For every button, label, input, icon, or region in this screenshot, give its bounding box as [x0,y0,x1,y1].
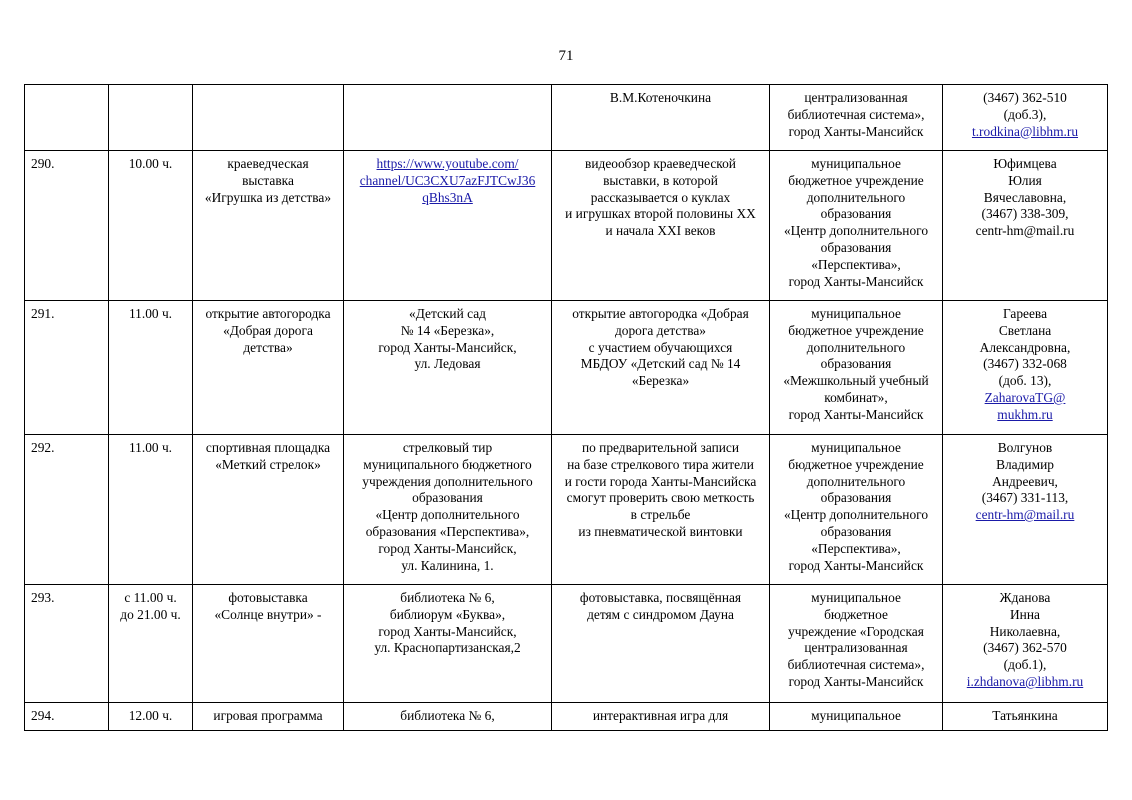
text-line: смогут проверить свою меткость [566,490,755,506]
cell-event-name [193,151,344,301]
text-line: детям с синдромом Дауна [587,606,734,622]
text-line: до 21.00 ч. [120,606,181,622]
text-line: муниципальное [811,590,901,605]
text-line: Татьянкина [992,708,1058,723]
text-line: с 11.00 ч. [124,590,177,605]
text-line: (3467) 338-309, [981,206,1069,222]
cell-number [25,151,109,301]
text-line: муниципальное [811,306,901,321]
text-line: и гости города Ханты-Мансийска [564,473,757,489]
text-line: дополнительного [806,473,906,489]
text-line: (3467) 332-068 [983,356,1067,372]
text-line: «Солнце внутри» - [214,606,322,622]
text-line: муниципального бюджетного [363,456,532,472]
hyperlink[interactable]: i.zhdanova@libhm.ru [966,673,1084,689]
text-line: 292. [31,440,55,455]
text-line: централизованная [804,640,908,656]
text-line: В.М.Котеночкина [609,90,712,105]
text-line: интерактивная игра для [592,708,729,723]
page-number: 71 [558,48,574,64]
text-line: город Ханты-Мансийск [788,673,924,689]
cell-organizer [770,151,943,301]
text-line: город Ханты-Мансийск [788,273,924,289]
table-body [25,85,1108,731]
text-line: и игрушках второй половины XX [565,206,756,222]
text-line: «Центр дополнительного [783,507,929,523]
cell-contact [943,585,1108,703]
text-line: образования «Перспектива», [365,523,530,539]
cell-contact [943,151,1108,301]
cell-event-name [193,585,344,703]
table-row [25,703,1108,731]
text-line: библиотечная система», [787,106,925,122]
cell-time [109,703,193,731]
text-line: дополнительного [806,189,906,205]
text-line: открытие автогородка [205,306,331,321]
text-line: библиотека № 6, [400,590,495,605]
cell-description [552,435,770,585]
text-line: бюджетное учреждение [788,322,924,338]
cell-venue [344,703,552,731]
cell-venue [344,301,552,435]
cell-time [109,85,193,151]
text-line: с участием обучающихся [588,339,733,355]
text-line: образования [820,239,892,255]
cell-description [552,151,770,301]
text-line: centr-hm@mail.ru [975,223,1075,239]
cell-contact [943,85,1108,151]
text-line: образования [820,206,892,222]
cell-event-name [193,435,344,585]
table-row [25,301,1108,435]
cell-time [109,151,193,301]
text-line: «Центр дополнительного [783,223,929,239]
text-line: 290. [31,156,55,171]
text-line: город Ханты-Мансийск, [378,540,517,556]
text-line: библиотечная система», [787,657,925,673]
text-line: № 14 «Березка», [400,322,495,338]
text-line: бюджетное [824,606,888,622]
text-line: 10.00 ч. [128,156,173,171]
cell-time [109,585,193,703]
table-row [25,585,1108,703]
text-line: 293. [31,590,55,605]
text-line: видеообзор краеведческой [585,156,736,171]
text-line: «Добрая дорога [223,322,313,338]
cell-number [25,301,109,435]
text-line: город Ханты-Мансийск [788,557,924,573]
text-line: 11.00 ч. [128,440,173,455]
text-line: 11.00 ч. [128,306,173,321]
text-line: 294. [31,708,55,723]
cell-time [109,301,193,435]
text-line: 12.00 ч. [128,708,173,723]
cell-organizer [770,703,943,731]
text-line: Жданова [999,590,1051,605]
hyperlink[interactable]: channel/UC3CXU7azFJTCwJ36 [359,172,536,188]
text-line: централизованная [804,90,908,105]
text-line: образования [820,523,892,539]
cell-organizer [770,585,943,703]
cell-event-name [193,703,344,731]
text-line: Владимир [996,456,1054,472]
table-row [25,435,1108,585]
cell-description [552,301,770,435]
hyperlink[interactable]: centr-hm@mail.ru [975,507,1075,523]
text-line: из пневматической винтовки [578,523,743,539]
text-line: «Меткий стрелок» [215,456,321,472]
cell-organizer [770,301,943,435]
table-row [25,85,1108,151]
text-line: бюджетное учреждение [788,456,924,472]
text-line: детства» [243,339,293,355]
cell-venue [344,85,552,151]
text-line: (3467) 331-113, [981,490,1069,506]
text-line: Гареева [1002,306,1048,321]
cell-contact [943,435,1108,585]
text-line: и начала XXI веков [605,223,716,239]
cell-event-name [193,85,344,151]
text-line: игровая программа [213,708,323,723]
text-line: ул. Краснопартизанская,2 [374,640,521,656]
text-line: Волгунов [997,440,1053,455]
cell-number [25,85,109,151]
text-line: «Березка» [631,373,690,389]
cell-organizer [770,85,943,151]
text-line: Юлия [1008,172,1042,188]
text-line: фотовыставка [228,590,308,605]
text-line: образования [820,356,892,372]
text-line: рассказывается о куклах [590,189,731,205]
cell-contact [943,301,1108,435]
text-line: МБДОУ «Детский сад № 14 [580,356,741,372]
text-line: муниципальное [811,708,901,723]
cell-number [25,435,109,585]
text-line: библиотека № 6, [400,708,495,723]
text-line: спортивная площадка [205,440,331,455]
text-line: муниципальное [811,156,901,171]
text-line: Светлана [998,322,1052,338]
text-line: муниципальное [811,440,901,455]
text-line: выставка [242,172,294,188]
text-line: стрелковый тир [402,440,493,455]
hyperlink[interactable]: https://www.youtube.com/ [376,156,519,171]
text-line: (доб.1), [1003,657,1047,673]
text-line: открытие автогородка «Добрая [572,306,749,321]
hyperlink[interactable]: t.rodkina@libhm.ru [971,123,1079,139]
text-line: учреждения дополнительного [362,473,533,489]
text-line: на базе стрелкового тира жители [567,456,754,472]
text-line: 291. [31,306,55,321]
text-line: образования [820,490,892,506]
text-line: Николаевна, [989,623,1061,639]
text-line: библиорум «Буква», [389,606,506,622]
text-line: учреждение «Городская [788,623,924,639]
cell-venue [344,585,552,703]
text-line: «Детский сад [409,306,486,321]
cell-number [25,703,109,731]
text-line: в стрельбе [630,507,691,523]
text-line: ул. Ледовая [414,356,481,372]
text-line: Юфимцева [993,156,1057,171]
cell-description [552,85,770,151]
cell-description [552,585,770,703]
text-line: Вячеславовна, [983,189,1067,205]
cell-organizer [770,435,943,585]
hyperlink[interactable]: ZaharovaTG@ [984,389,1066,405]
text-line: Инна [1010,606,1040,622]
text-line: комбинат», [824,389,888,405]
text-line: «Перспектива», [811,256,901,272]
text-line: Андреевич, [992,473,1058,489]
text-line: выставки, в которой [603,172,718,188]
text-line: (3467) 362-510 [983,90,1067,105]
hyperlink[interactable]: qBhs3nA [422,189,473,205]
cell-number [25,585,109,703]
text-line: ул. Калинина, 1. [401,557,494,573]
text-line: фотовыставка, посвящённая [579,590,742,605]
text-line: город Ханты-Мансийск [788,406,924,422]
cell-description [552,703,770,731]
text-line: бюджетное учреждение [788,172,924,188]
text-line: (3467) 362-570 [983,640,1067,656]
text-line: Александровна, [979,339,1071,355]
text-line: «Перспектива», [811,540,901,556]
text-line: город Ханты-Мансийск [788,123,924,139]
cell-venue [344,435,552,585]
text-line: «Игрушка из детства» [204,189,332,205]
text-line: дорога детства» [614,322,707,338]
text-line: (доб. 13), [998,373,1052,389]
cell-contact [943,703,1108,731]
text-line: краеведческая [227,156,309,171]
cell-event-name [193,301,344,435]
cell-venue [344,151,552,301]
text-line: «Межшкольный учебный [783,373,929,389]
table-row [25,151,1108,301]
text-line: дополнительного [806,339,906,355]
text-line: город Ханты-Мансийск, [378,623,517,639]
cell-time [109,435,193,585]
text-line: по предварительной записи [581,440,740,455]
text-line: (доб.3), [1003,106,1047,122]
events-table [24,84,1108,731]
text-line: город Ханты-Мансийск, [378,339,517,355]
text-line: «Центр дополнительного [375,507,520,523]
text-line: образования [412,490,483,506]
hyperlink[interactable]: mukhm.ru [997,406,1053,422]
